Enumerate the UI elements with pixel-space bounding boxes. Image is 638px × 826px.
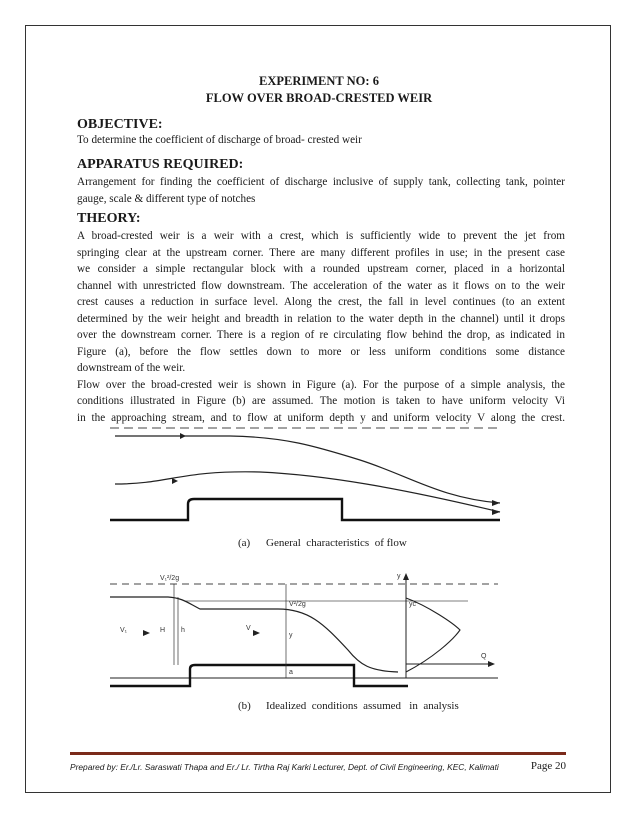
page-number: Page 20 (530, 760, 566, 772)
theory-line: over the downstream corner. There is a region of re circulating flow behind the drop, as indicated in (77, 329, 565, 341)
theory-line: A broad-crested weir is a weir with a crest, which is sufficiently wide to prevent the jet from (77, 230, 565, 242)
figure-b-label-yc: yc (409, 601, 416, 608)
theory-line: channel with unrestricted flow downstream. The acceleration of the water as it flows on to the weir (77, 279, 565, 292)
apparatus-text (77, 174, 565, 207)
theory-line: springing clear at the upstream corner. There are many different profiles in use; in the present case (77, 246, 565, 259)
figure-a-weir-block (110, 499, 500, 520)
figure-a-arrow (180, 433, 186, 439)
figure-b-q-axis-arrow (488, 661, 495, 667)
apparatus-line: gauge, scale & different type of notches (77, 192, 256, 205)
theory-line: Flow over the broad-crested weir is shown in Figure (a). For the purpose of a simple analysis, the (77, 378, 565, 391)
figure-b-arrow (143, 630, 150, 636)
footer-rule (70, 752, 566, 755)
figure-b-arrow (253, 630, 260, 636)
figure-b-caption-label: (b) (238, 700, 251, 712)
figure-a-caption: General characteristics of flow (266, 537, 407, 549)
apparatus-line: Arrangement for finding the coefficient of discharge inclusive of supply tank, collecting tank, pointer (77, 176, 565, 188)
theory-text (77, 228, 565, 426)
figure-b-label-V: V (246, 625, 251, 632)
theory-line: determined by the weir height and breadth in relation to the water depth in the channel) until it drops (77, 312, 565, 325)
theory-line: crest causes a reduction in surface level. Along the crest, the fall in level continues (to an extent (77, 296, 565, 308)
objective-heading: OBJECTIVE: (77, 117, 163, 132)
figure-b-label-axis-y: y (397, 573, 401, 580)
figure-b-weir-block (110, 665, 408, 686)
figure-b-caption: Idealized conditions assumed in analysis (266, 700, 459, 712)
figure-a-diagram (110, 418, 510, 528)
figure-b-specific-energy-curve (406, 598, 460, 672)
objective-text: To determine the coefficient of discharge of broad- crested weir (77, 134, 362, 146)
theory-line: conditions illustrated in Figure (b) are assumed. The motion is taken to have uniform velocity Vi (77, 395, 565, 407)
figure-b-label-h: h (181, 627, 185, 634)
theory-line: we consider a simple rectangular block with a rounded upstream corner, placed in a horizontal (77, 263, 565, 275)
theory-line: Figure (a), before the flow settles down to more or less uniform conditions some distance (77, 345, 565, 358)
figure-a-free-surface (115, 436, 500, 503)
figure-a-arrow (172, 478, 178, 484)
figure-b-label-y: y (289, 632, 293, 639)
figure-b-y-axis-arrow (403, 573, 409, 580)
apparatus-heading: APPARATUS REQUIRED: (77, 157, 244, 172)
theory-line: downstream of the weir. (77, 362, 186, 374)
theory-line: in the approaching stream, and to flow at uniform depth y and uniform velocity V along the crest. (77, 411, 565, 424)
theory-heading: THEORY: (77, 211, 141, 226)
footer-credit: Prepared by: Er./Lr. Saraswati Thapa and Er./ Lr. Tirtha Raj Karki Lecturer, Dept. of Civil Engineering, KEC, Kalimati (70, 762, 499, 772)
figure-b-diagram (108, 568, 508, 690)
figure-b-label-H: H (160, 627, 166, 634)
figure-b-label-v-head: V²/2g (289, 601, 306, 608)
figure-a-caption-label: (a) (238, 537, 251, 549)
page-title: EXPERIMENT NO: 6 (259, 74, 379, 88)
figure-a-arrow (492, 500, 500, 506)
figure-a-arrow (492, 509, 500, 515)
figure-b-label-vi-head: V₁²/2g (160, 575, 180, 582)
figure-b-label-vi: V₁ (120, 627, 128, 634)
figure-b-label-a: a (289, 669, 293, 676)
page-subtitle: FLOW OVER BROAD-CRESTED WEIR (205, 91, 433, 105)
figure-b-label-Q: Q (481, 653, 487, 660)
